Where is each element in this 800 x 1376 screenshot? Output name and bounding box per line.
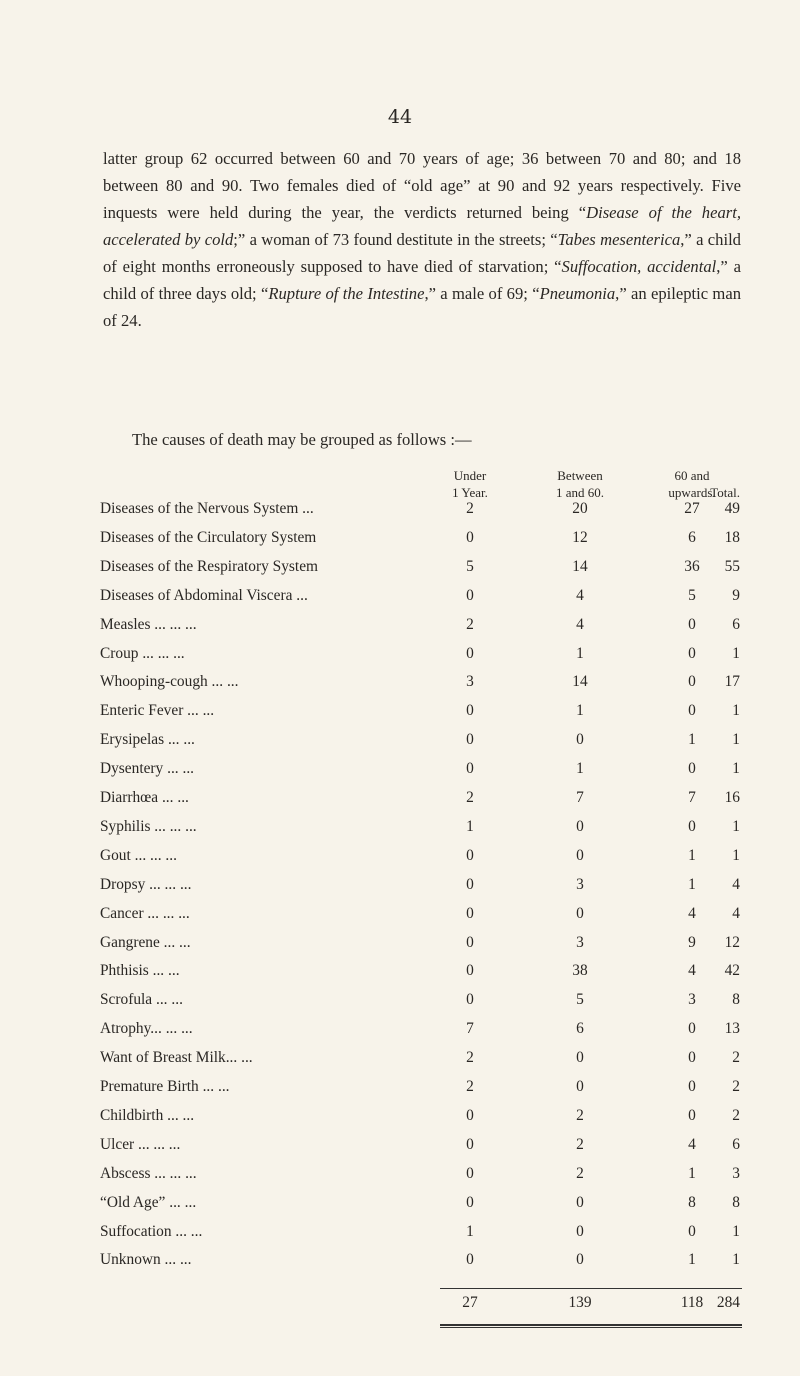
column-header-line: 1 and 60. [555, 485, 605, 500]
cause-label: Want of Breast Milk... ... [100, 1049, 253, 1067]
table-cell: 5 [688, 586, 696, 604]
table-cell: 0 [688, 615, 696, 633]
table-cell: 1 [688, 846, 696, 864]
table-cell: 0 [688, 702, 696, 720]
total-cell: 284 [716, 1294, 740, 1312]
table-cell: 0 [466, 1193, 474, 1211]
cause-label: Erysipelas ... ... [100, 731, 195, 749]
cause-label: Diseases of Abdominal Viscera ... [100, 586, 308, 604]
paragraph-text: latter group 62 occurred between 60 and 70 years of age; 36 between 70 and 80; and 18 between 80 and 90. Two females died of “old age” at 90 and 92 years respectively. Five inquests were held during the year, the verdicts returned being “ [103, 149, 741, 222]
table-row [100, 1049, 745, 1077]
table-cell: 0 [688, 817, 696, 835]
table-cell: 1 [732, 1251, 740, 1269]
table-cell: 12 [572, 528, 588, 546]
table-row [100, 962, 745, 990]
table-cell: 4 [732, 875, 740, 893]
column-header [520, 467, 640, 501]
table-row [100, 731, 745, 759]
table-cell: 0 [576, 1049, 584, 1067]
table-cell: 18 [724, 528, 740, 546]
table-cell: 17 [724, 673, 740, 691]
cause-label: Abscess ... ... ... [100, 1164, 197, 1182]
table-cell: 0 [466, 904, 474, 922]
table-cell: 5 [466, 557, 474, 575]
column-header-line: Under [453, 468, 487, 483]
table-row [100, 1078, 745, 1106]
table-cell: 12 [724, 933, 740, 951]
table-cell: 0 [466, 1164, 474, 1182]
table-cell: 0 [466, 644, 474, 662]
table-cell: 0 [576, 1193, 584, 1211]
table-intro: The causes of death may be grouped as follows :— [132, 430, 472, 449]
table-cell: 3 [688, 991, 696, 1009]
table-row [100, 616, 745, 644]
cause-label: Dysentery ... ... [100, 760, 195, 778]
table-row [100, 1251, 745, 1279]
table-cell: 0 [688, 1222, 696, 1240]
table-cell: 0 [688, 1078, 696, 1095]
table-cell: 9 [688, 933, 696, 951]
totals-rule [440, 1288, 742, 1289]
column-header-line: Total. [710, 485, 740, 500]
total-cell: 27 [462, 1294, 478, 1312]
table-cell: 0 [466, 875, 474, 893]
table-cell: 4 [732, 904, 740, 922]
table-cell: 14 [572, 557, 588, 575]
table-cell: 2 [466, 1078, 474, 1095]
table-cell: 0 [466, 702, 474, 720]
table-cell: 6 [576, 1020, 584, 1038]
table-cell: 3 [466, 673, 474, 691]
table-cell: 13 [724, 1020, 740, 1038]
table-cell: 2 [466, 615, 474, 633]
table-cell: 16 [724, 789, 740, 806]
cause-label: Ulcer ... ... ... [100, 1135, 181, 1153]
table-cell: 8 [732, 1193, 740, 1211]
table-cell: 3 [732, 1164, 740, 1182]
table-row [100, 500, 745, 528]
table-cell: 0 [688, 1049, 696, 1067]
verdict-italic: Disease of the heart, accelerated by cold [103, 203, 741, 249]
table-cell: 55 [724, 557, 740, 575]
table-row [100, 702, 745, 730]
table-cell: 3 [576, 875, 584, 893]
cause-label: “Old Age” ... ... [100, 1193, 197, 1211]
table-cell: 1 [466, 1222, 474, 1240]
table-cell: 0 [576, 1222, 584, 1240]
table-cell: 0 [688, 760, 696, 778]
table-cell: 0 [466, 991, 474, 1009]
table-cell: 2 [576, 1106, 584, 1124]
table-cell: 1 [576, 702, 584, 720]
table-cell: 2 [466, 1049, 474, 1067]
table-cell: 9 [732, 586, 740, 604]
table-cell: 2 [732, 1106, 740, 1124]
cause-label: Gout ... ... ... [100, 846, 177, 864]
table-cell: 1 [576, 644, 584, 662]
table-row [100, 847, 745, 875]
table-row [100, 991, 745, 1019]
table-cell: 0 [466, 1135, 474, 1153]
table-cell: 0 [688, 1020, 696, 1038]
column-header-line: upwards. [668, 485, 716, 500]
table-cell: 20 [572, 500, 588, 517]
table-cell: 2 [576, 1164, 584, 1182]
cause-label: Diseases of the Respiratory System [100, 557, 318, 575]
total-cell: 118 [680, 1294, 704, 1312]
table-cell: 4 [576, 615, 584, 633]
table-cell: 2 [466, 500, 474, 517]
table-row [100, 760, 745, 788]
table-cell: 0 [576, 1251, 584, 1269]
table-cell: 1 [732, 846, 740, 864]
table-cell: 1 [688, 1251, 696, 1269]
table-cell: 0 [576, 1078, 584, 1095]
table-cell: 7 [466, 1020, 474, 1038]
body-paragraph [103, 145, 741, 334]
table-cell: 8 [688, 1193, 696, 1211]
column-header [680, 484, 740, 501]
verdict-italic: Rupture of the Intestine [268, 284, 425, 303]
table-cell: 1 [732, 702, 740, 720]
table-row [100, 1223, 745, 1251]
cause-label: Childbirth ... ... [100, 1106, 195, 1124]
cause-label: Croup ... ... ... [100, 644, 185, 662]
table-row [100, 587, 745, 615]
table-cell: 0 [466, 586, 474, 604]
table-cell: 0 [466, 1106, 474, 1124]
table-row [100, 1107, 745, 1135]
table-cell: 0 [466, 731, 474, 749]
table-row [100, 934, 745, 962]
table-cell: 1 [732, 731, 740, 749]
double-rule [440, 1327, 742, 1328]
table-cell: 4 [576, 586, 584, 604]
double-rule [440, 1324, 742, 1326]
table-row [100, 876, 745, 904]
cause-label: Syphilis ... ... ... [100, 817, 197, 835]
table-cell: 0 [466, 528, 474, 546]
paragraph-text: ,” a male of 69; “ [424, 284, 540, 303]
table-cell: 1 [688, 731, 696, 749]
table-row [100, 818, 745, 846]
table-row [100, 905, 745, 933]
cause-label: Diarrhœa ... ... [100, 789, 189, 806]
table-row [100, 529, 745, 557]
cause-label: Enteric Fever ... ... [100, 702, 215, 720]
cause-label: Gangrene ... ... [100, 933, 191, 951]
cause-label: Diseases of the Nervous System ... [100, 500, 314, 517]
cause-label: Cancer ... ... ... [100, 904, 190, 922]
table-cell: 6 [732, 615, 740, 633]
table-cell: 0 [688, 644, 696, 662]
cause-label: Dropsy ... ... ... [100, 875, 192, 893]
cause-label: Atrophy... ... ... [100, 1020, 193, 1038]
table-cell: 4 [688, 904, 696, 922]
table-cell: 1 [466, 817, 474, 835]
table-cell: 4 [688, 962, 696, 980]
column-header-line: Between [557, 468, 603, 483]
paragraph-text: ,” a child of eight months erroneously supposed to have died of starvation; “ [103, 230, 741, 276]
table-cell: 1 [576, 760, 584, 778]
table-cell: 7 [576, 789, 584, 806]
table-cell: 0 [466, 846, 474, 864]
cause-label: Suffocation ... ... [100, 1222, 203, 1240]
table-cell: 49 [724, 500, 740, 517]
paragraph-text: ,” an epileptic man of 24. [103, 284, 741, 330]
column-header [410, 467, 530, 501]
cause-label: Measles ... ... ... [100, 615, 197, 633]
table-cell: 1 [732, 644, 740, 662]
table-cell: 0 [466, 962, 474, 980]
table-cell: 3 [576, 933, 584, 951]
total-cell: 139 [568, 1294, 592, 1312]
table-cell: 0 [688, 1106, 696, 1124]
table-row [100, 558, 745, 586]
cause-label: Diseases of the Circulatory System [100, 528, 317, 546]
cause-label: Premature Birth ... ... [100, 1078, 230, 1095]
table-cell: 0 [466, 1251, 474, 1269]
table-cell: 1 [688, 1164, 696, 1182]
table-cell: 2 [732, 1078, 740, 1095]
table-cell: 2 [732, 1049, 740, 1067]
table-cell: 0 [576, 731, 584, 749]
table-cell: 8 [732, 991, 740, 1009]
table-row [100, 1165, 745, 1193]
cause-label: Unknown ... ... [100, 1251, 192, 1269]
table-cell: 14 [572, 673, 588, 691]
table-cell: 0 [688, 673, 696, 691]
table-cell: 1 [732, 760, 740, 778]
table-cell: 38 [572, 962, 588, 980]
totals-row [100, 1294, 745, 1322]
table-row [100, 1136, 745, 1164]
table-cell: 2 [466, 789, 474, 806]
table-row [100, 1020, 745, 1048]
table-cell: 0 [466, 760, 474, 778]
table-cell: 0 [576, 846, 584, 864]
verdict-italic: Pneumonia [539, 284, 616, 303]
table-cell: 36 [684, 557, 700, 575]
table-cell: 0 [576, 904, 584, 922]
table-cell: 1 [732, 1222, 740, 1240]
table-cell: 1 [732, 817, 740, 835]
table-cell: 0 [576, 817, 584, 835]
verdict-italic: Tabes mesenterica [557, 230, 681, 249]
cause-label: Scrofula ... ... [100, 991, 183, 1009]
table-cell: 4 [688, 1135, 696, 1153]
table-row [100, 673, 745, 701]
column-header-line: 60 and [674, 468, 710, 483]
table-cell: 6 [732, 1135, 740, 1153]
table-cell: 42 [724, 962, 740, 980]
table-row [100, 789, 745, 817]
table-row [100, 1194, 745, 1222]
paragraph-text: ;” a woman of 73 found destitute in the streets; “ [233, 230, 558, 249]
table-cell: 6 [688, 528, 696, 546]
table-cell: 0 [466, 933, 474, 951]
cause-label: Whooping-cough ... ... [100, 673, 239, 691]
table-cell: 1 [688, 875, 696, 893]
verdict-italic: Suffocation, accidental [561, 257, 717, 276]
table-cell: 27 [684, 500, 700, 517]
page-number: 44 [387, 106, 413, 128]
cause-label: Phthisis ... ... [100, 962, 180, 980]
column-header-line: 1 Year. [452, 485, 488, 500]
table-cell: 2 [576, 1135, 584, 1153]
table-row [100, 645, 745, 673]
table-cell: 5 [576, 991, 584, 1009]
paragraph-text: ,” a child of three days old; “ [103, 257, 741, 303]
table-cell: 7 [688, 789, 696, 806]
